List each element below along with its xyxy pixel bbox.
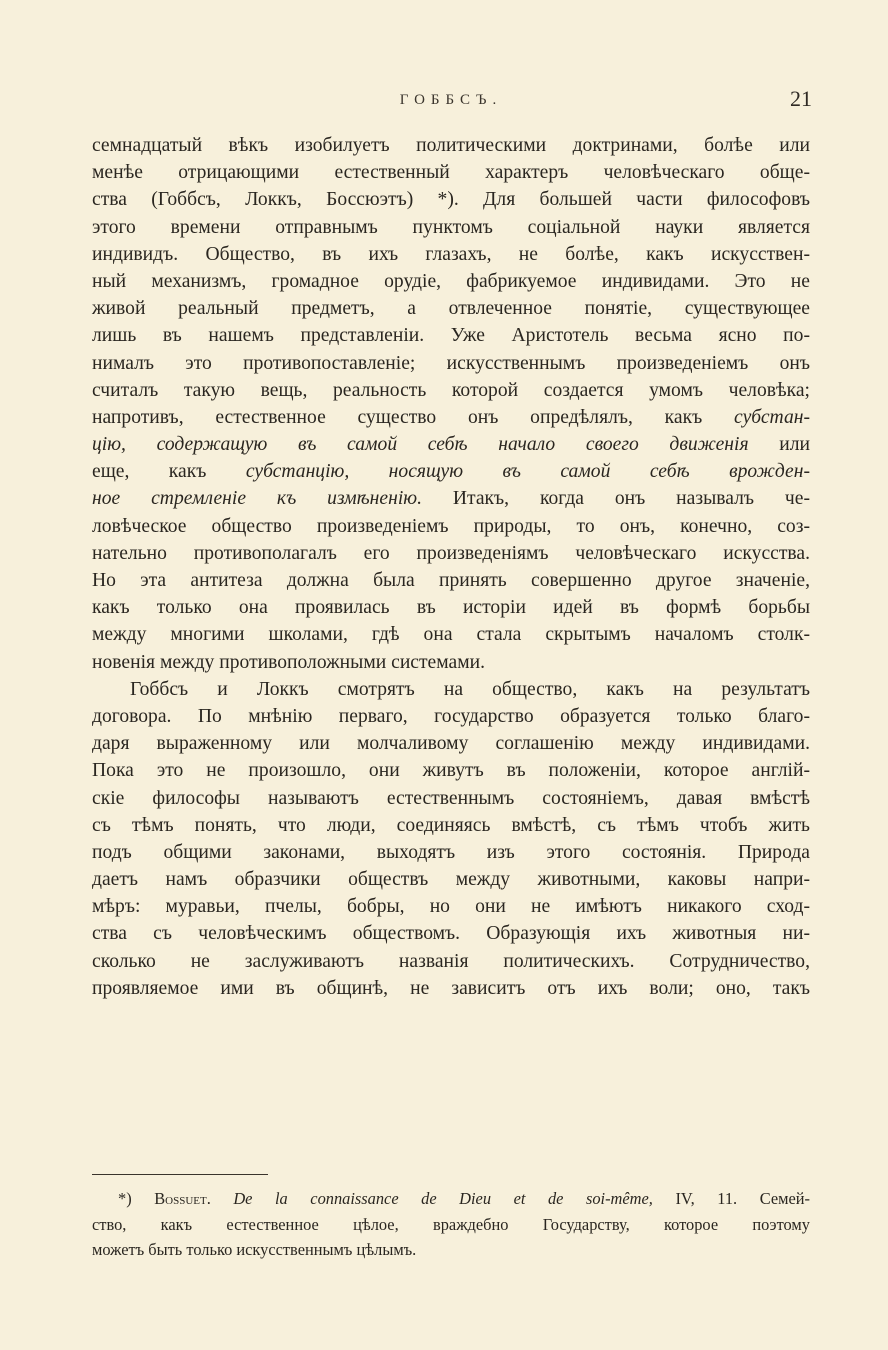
text-line: Но эта антитеза должна была принять совершенно другое значеніе, bbox=[92, 570, 810, 591]
footnote-line: можетъ быть только искусственнымъ цѣлымъ. bbox=[92, 1240, 417, 1259]
text-segment: или bbox=[748, 434, 810, 456]
text-line: семнадцатый вѣкъ изобилуетъ политическими доктринами, болѣе или bbox=[92, 135, 810, 156]
text-line: ства (Гоббсъ, Локкъ, Боссюэтъ) *). Для большей части философовъ bbox=[92, 189, 810, 211]
text-line: нималъ это противопоставленіе; искусственнымъ произведеніемъ онъ bbox=[92, 352, 810, 374]
footnote-title: De la connaissance de Dieu et de soi-même, bbox=[210, 1189, 653, 1208]
footnote-line bbox=[92, 1186, 810, 1212]
text-line: съ тѣмъ понять, что люди, соединяясь вмѣстѣ, съ тѣмъ чтобъ жить bbox=[92, 814, 810, 836]
text-line: ный механизмъ, громадное орудіе, фабрикуемое индивидами. Это не bbox=[92, 270, 810, 292]
text-line: даетъ намъ образчики обществъ между животными, каковы напри- bbox=[92, 869, 810, 891]
footnote-marker: *) bbox=[118, 1189, 155, 1208]
footnote bbox=[92, 1186, 810, 1263]
italic-term: субстанцію, носящую въ самой себѣ врожден- bbox=[245, 461, 810, 483]
text-line: нательно противополагалъ его произведеніямъ человѣческаго искусства. bbox=[92, 542, 810, 564]
text-line: договора. По мнѣнію перваго, государство образуется только благо- bbox=[92, 705, 810, 727]
text-segment: Итакъ, когда онъ называлъ че- bbox=[421, 488, 811, 510]
text-line: Гоббсъ и Локкъ смотрятъ на общество, какъ на результатъ bbox=[130, 678, 810, 700]
text-line: между многими школами, гдѣ она стала скрытымъ началомъ столк- bbox=[92, 624, 810, 646]
text-line: ловѣческое общество произведеніемъ природы, то онъ, конечно, соз- bbox=[92, 515, 810, 537]
text-line: менѣе отрицающими естественный характеръ человѣческаго обще- bbox=[92, 162, 810, 184]
italic-term: субстан- bbox=[734, 406, 810, 428]
body-text bbox=[92, 132, 810, 1002]
text-line: мѣръ: муравьи, пчелы, бобры, но они не имѣютъ никакого сход- bbox=[92, 896, 810, 918]
text-line bbox=[92, 485, 810, 512]
footnote-text: Семей- bbox=[737, 1189, 810, 1208]
text-line bbox=[92, 431, 810, 458]
text-line: считалъ такую вещь, реальность которой создается умомъ человѣка; bbox=[92, 379, 810, 401]
text-line bbox=[92, 458, 810, 485]
text-line: скіе философы называютъ естественнымъ состояніемъ, давая вмѣстѣ bbox=[92, 787, 810, 809]
footnote-line: ство, какъ естественное цѣлое, враждебно Государству, которое поэтому bbox=[92, 1214, 810, 1234]
footnote-divider bbox=[92, 1174, 268, 1175]
text-line: подъ общими законами, выходятъ изъ этого состоянія. Природа bbox=[92, 841, 810, 863]
text-line: проявляемое ими въ общинѣ, не зависитъ отъ ихъ воли; оно, такъ bbox=[92, 977, 810, 999]
text-line: даря выраженному или молчаливому соглашенію между индивидами. bbox=[92, 733, 810, 755]
text-line: этого времени отправнымъ пунктомъ соціальной науки является bbox=[92, 216, 810, 238]
text-line: какъ только она проявилась въ исторіи идей въ формѣ борьбы bbox=[92, 597, 810, 619]
text-line bbox=[92, 404, 810, 431]
text-line: лишь въ нашемъ представленіи. Уже Аристотель весьма ясно по- bbox=[92, 325, 810, 347]
footnote-ref: IV, 11. bbox=[652, 1189, 738, 1208]
text-line: Пока это не произошло, они живутъ въ положеніи, которое англій- bbox=[92, 760, 810, 782]
chapter-title: ГОББСЪ. bbox=[399, 92, 503, 108]
paragraph-1 bbox=[92, 132, 810, 676]
paragraph-2 bbox=[92, 676, 810, 1002]
text-line: новенія между противоположными системами. bbox=[92, 651, 486, 673]
italic-term: ное стремленіе къ измѣненію. bbox=[92, 488, 422, 510]
text-line: сколько не заслуживаютъ названія политическихъ. Сотрудничество, bbox=[92, 950, 810, 972]
footnote-author: Bossuet. bbox=[154, 1189, 211, 1208]
page-number: 21 bbox=[790, 86, 812, 111]
text-segment: напротивъ, естественное существо онъ опредѣлялъ, какъ bbox=[92, 406, 703, 428]
text-line: ства съ человѣческимъ обществомъ. Образующія ихъ животныя ни- bbox=[92, 923, 810, 945]
running-head bbox=[90, 86, 812, 116]
italic-term: цію, содержащую въ самой себѣ начало своего движенія bbox=[92, 434, 749, 456]
text-segment: еще, какъ bbox=[92, 461, 246, 483]
text-line: живой реальный предметъ, а отвлеченное понятіе, существующее bbox=[92, 298, 810, 320]
text-line: индивидъ. Общество, въ ихъ глазахъ, не болѣе, какъ искусствен- bbox=[92, 243, 810, 265]
